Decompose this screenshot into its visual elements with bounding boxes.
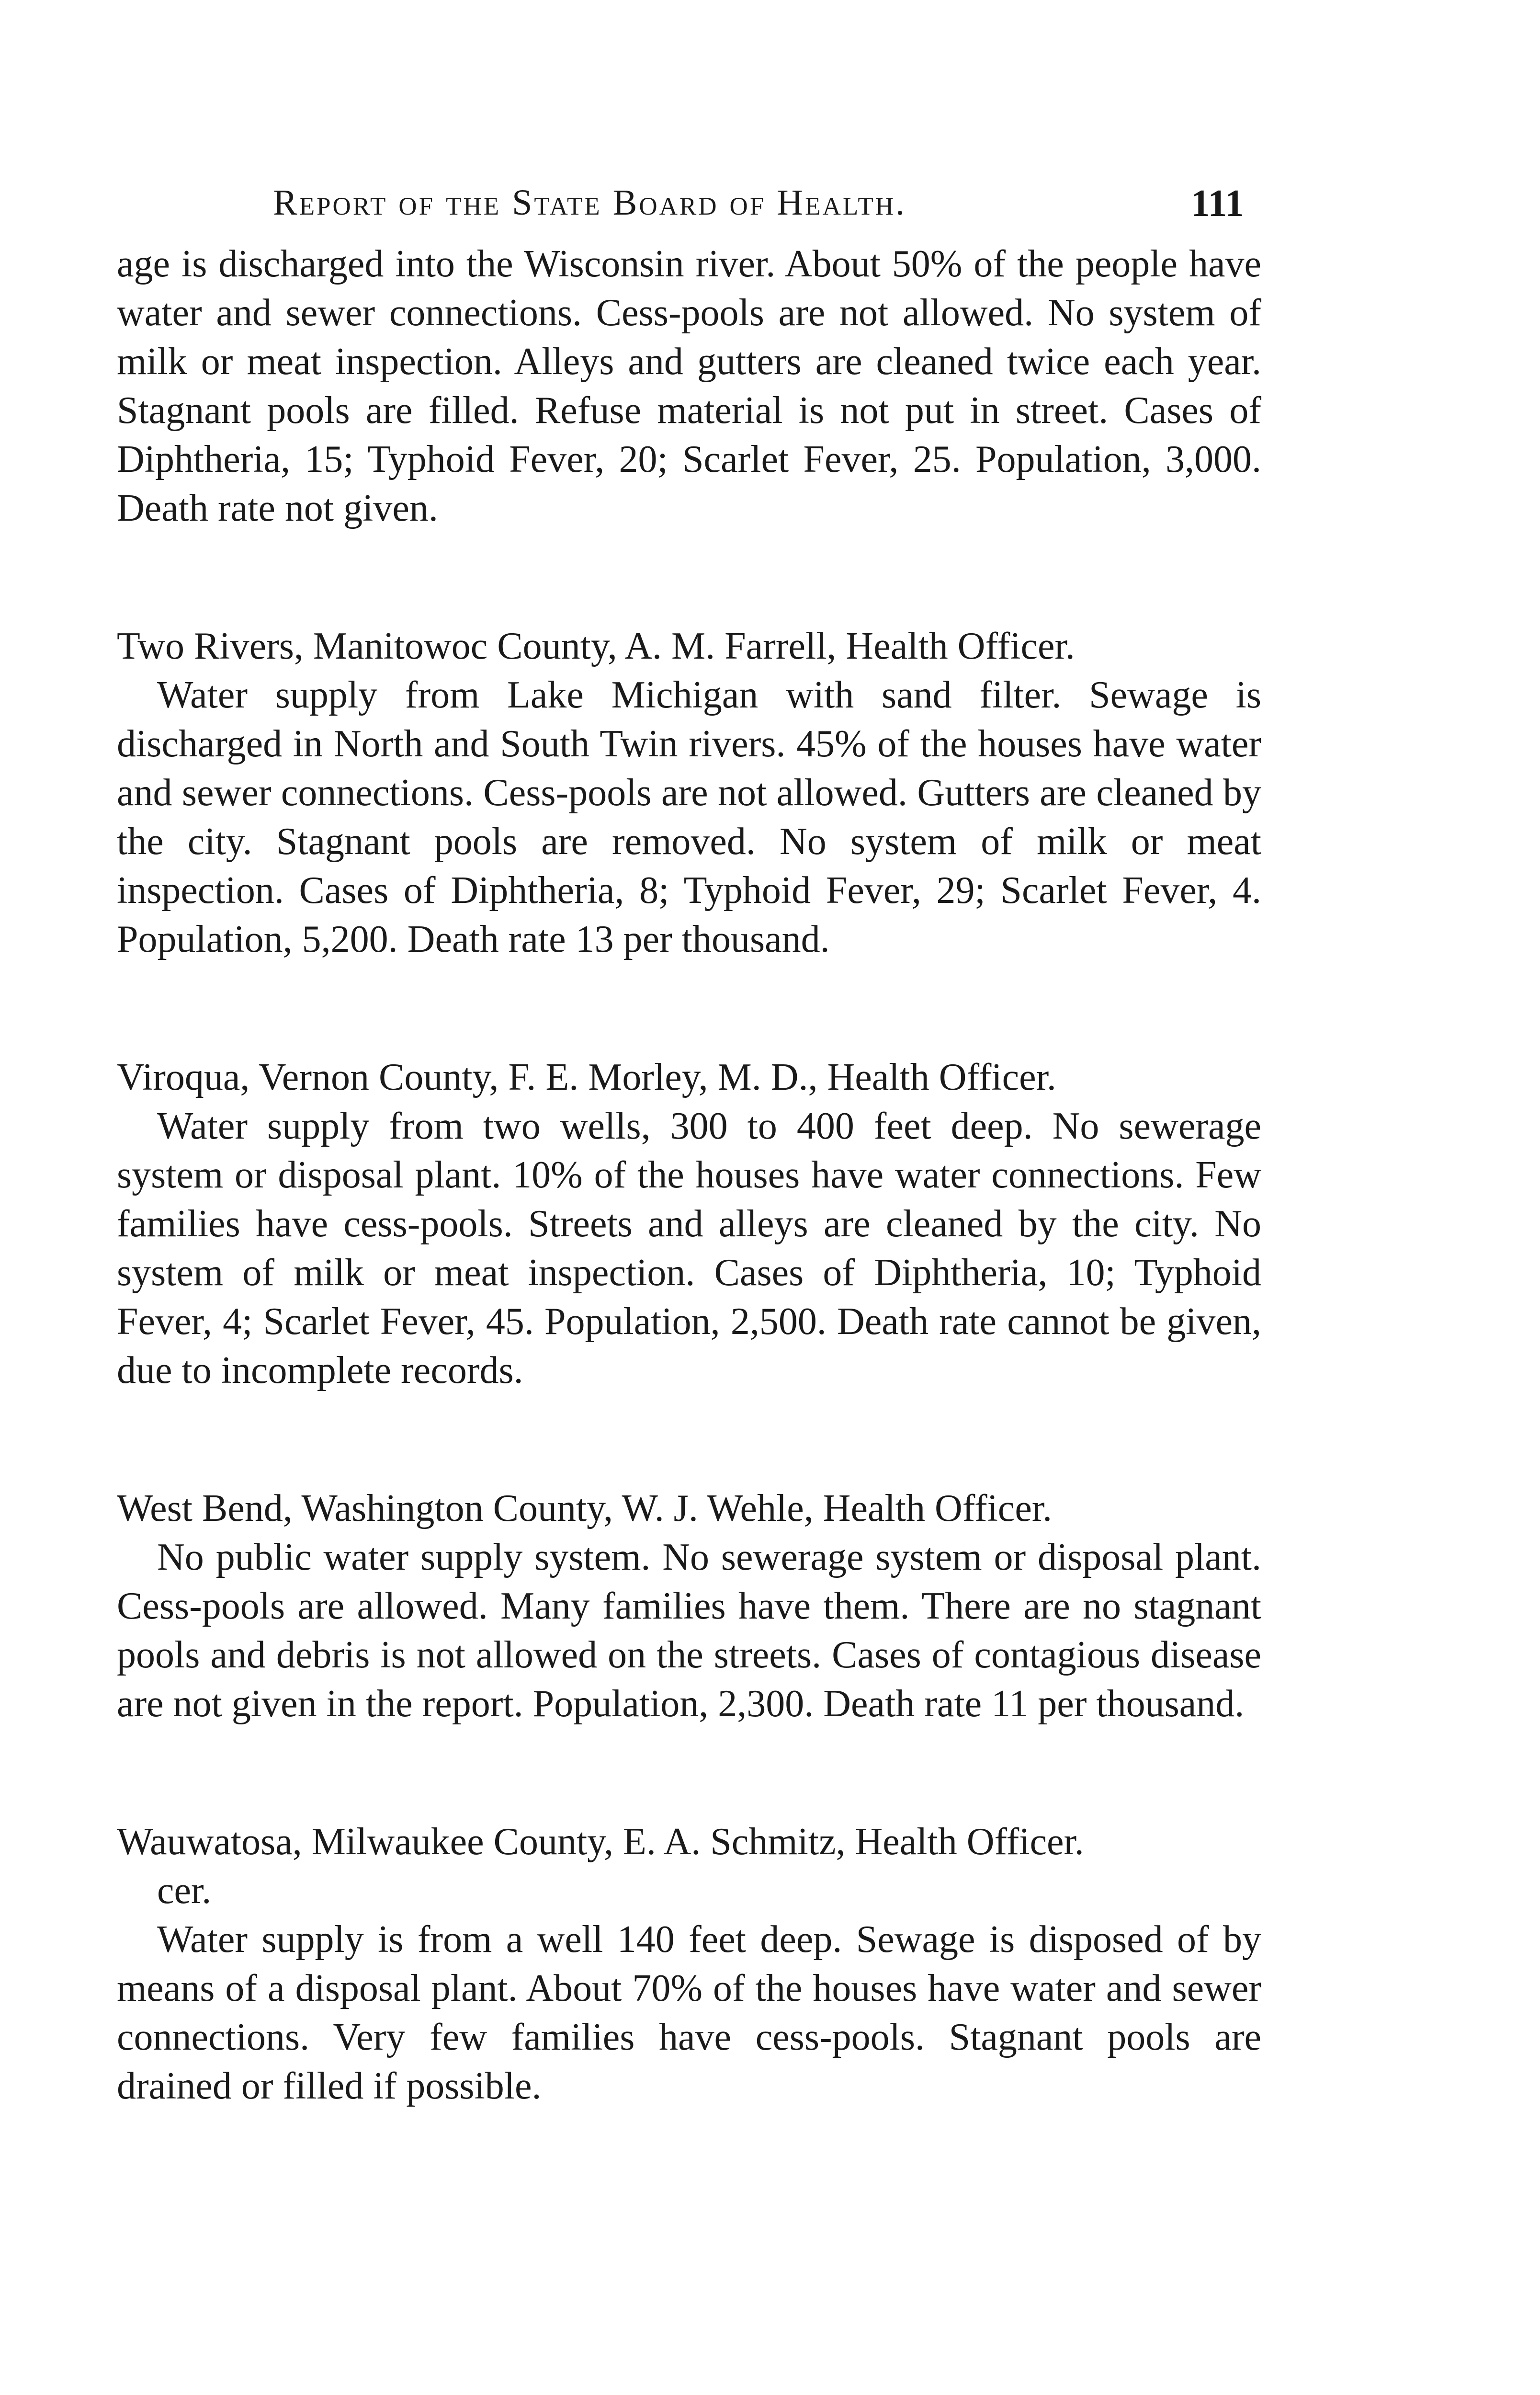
page-number: 111 <box>1190 182 1244 225</box>
entry-heading: Two Rivers, Manitowoc County, A. M. Farrell, Health Officer. <box>117 625 1075 667</box>
intro-paragraph: age is discharged into the Wisconsin river. About 50% of the people have water and sewer connections. Cess-pools are not allowed. No system of milk or meat inspection. Alleys and gutters are cleaned twice each year. Stagnant pools are filled. Refuse material is not put in street. Cases of Diphtheria, 15; Typhoid Fever, 20; Scarlet Fever, 25. Population, 3,000. Death rate not given. <box>117 243 1261 529</box>
running-title: Report of the State Board of Health. <box>273 182 906 223</box>
entry-body: Water supply is from a well 140 feet deep. Sewage is disposed of by means of a disposal plant. About 70% of the houses have water and sewer connections. Very few families have cess-pools. Stagnant pools are drained or filled if possible. <box>117 1918 1261 2107</box>
document-page <box>117 182 1261 2110</box>
entry-body: No public water supply system. No sewerage system or disposal plant. Cess-pools are allowed. Many families have them. There are no stagnant pools and debris is not allowed on the streets. Cases of contagious disease are not given in the report. Population, 2,300. Death rate 11 per thousand. <box>117 1536 1261 1725</box>
entry-wauwatosa <box>117 1817 1261 2110</box>
entry-body: Water supply from Lake Michigan with sand filter. Sewage is discharged in North and South Twin rivers. 45% of the houses have water and sewer connections. Cess-pools are not allowed. Gutters are cleaned by the city. Stagnant pools are removed. No system of milk or meat inspection. Cases of Diphtheria, 8; Typhoid Fever, 29; Scarlet Fever, 4. Population, 5,200. Death rate 13 per thousand. <box>117 674 1261 960</box>
entry-heading: Viroqua, Vernon County, F. E. Morley, M. D., Health Officer. <box>117 1056 1056 1098</box>
entry-viroqua <box>117 1053 1261 1395</box>
running-head <box>117 182 1261 240</box>
entry-heading: West Bend, Washington County, W. J. Wehle, Health Officer. <box>117 1487 1053 1529</box>
entry-body: Water supply from two wells, 300 to 400 feet deep. No sewerage system or disposal plant. 10% of the houses have water connections. Few families have cess-pools. Streets and alleys are cleaned by the city. No system of milk or meat inspection. Cases of Diphtheria, 10; Typhoid Fever, 4; Scarlet Fever, 45. Population, 2,500. Death rate cannot be given, due to incomplete records. <box>117 1105 1261 1391</box>
entry-heading: Wauwatosa, Milwaukee County, E. A. Schmitz, Health Officer. <box>117 1821 1084 1863</box>
entry-two-rivers <box>117 622 1261 964</box>
entry-west-bend <box>117 1484 1261 1728</box>
entry-heading-continuation: cer. <box>157 1870 212 1912</box>
